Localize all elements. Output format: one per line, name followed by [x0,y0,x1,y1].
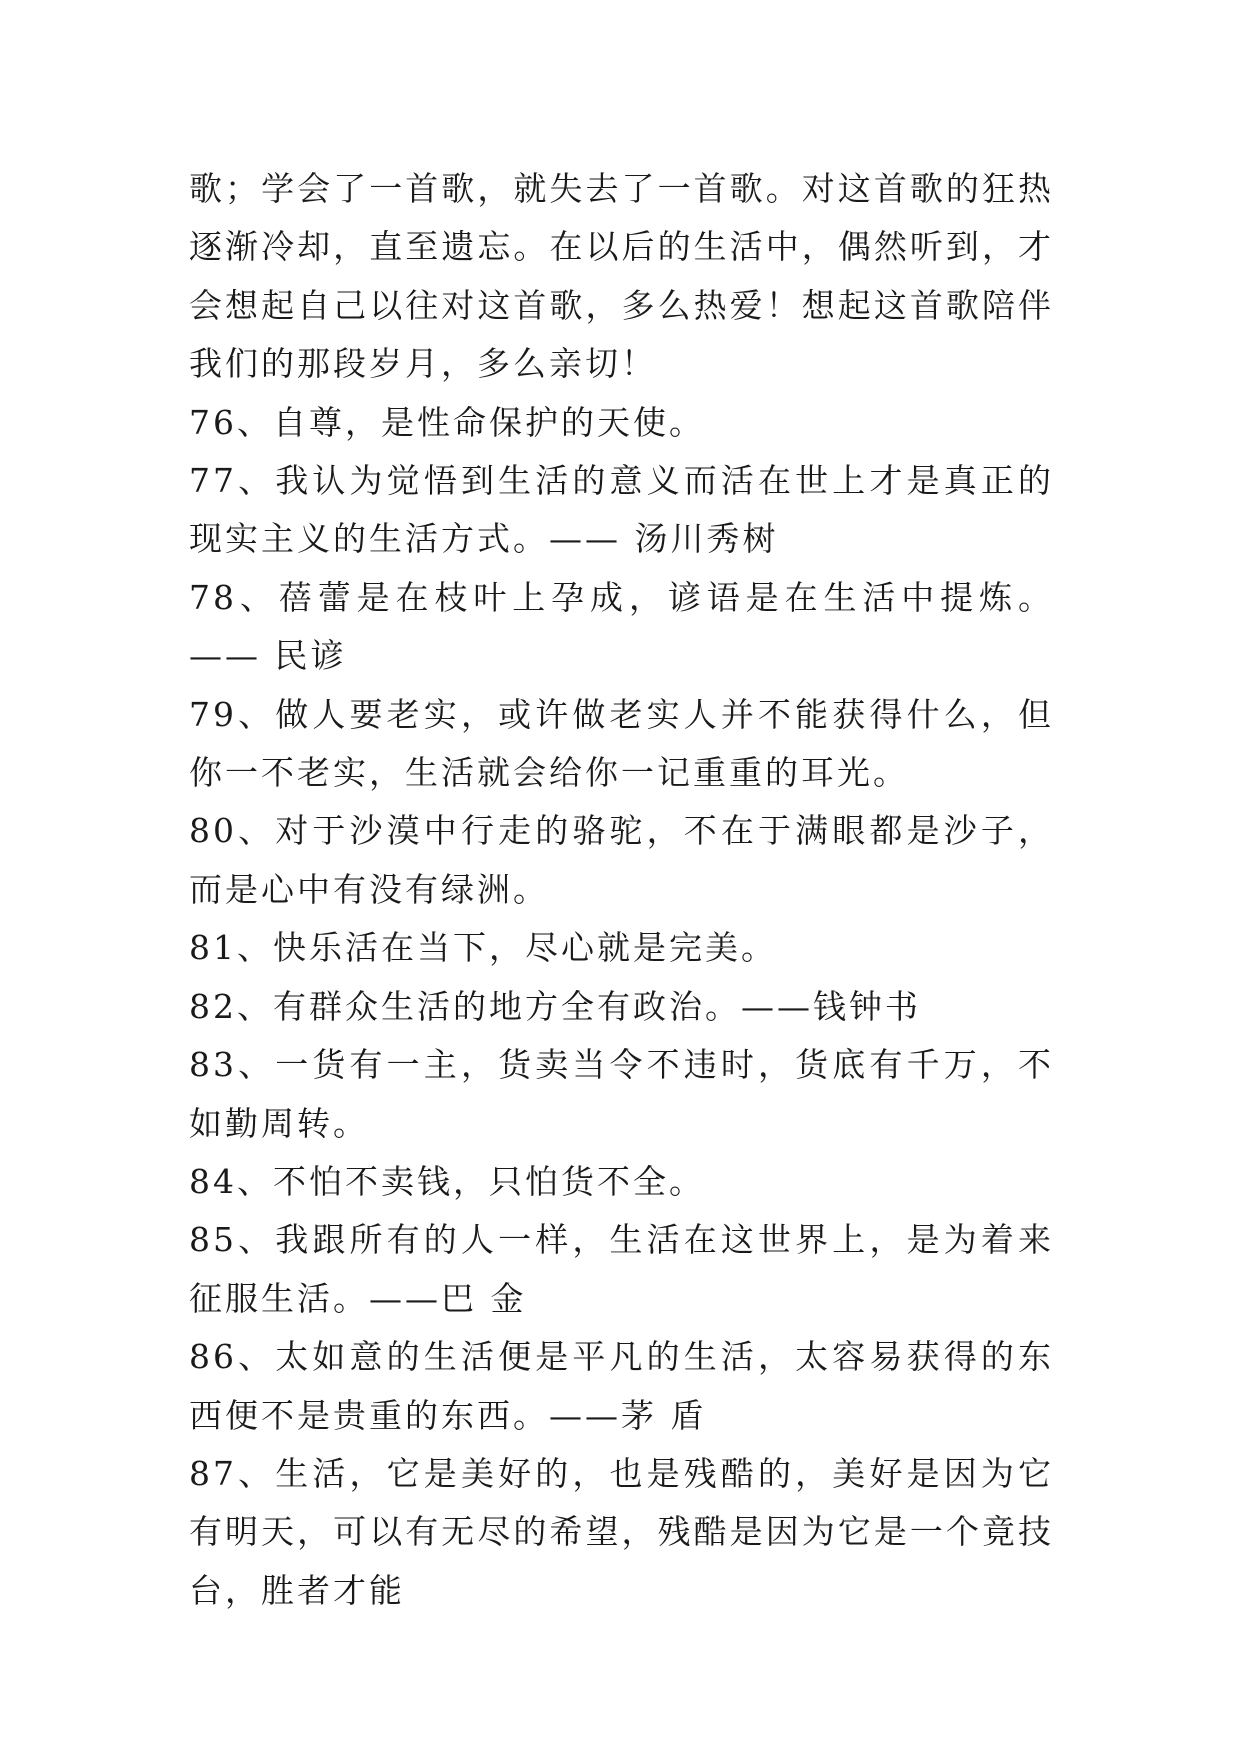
document-body [189,160,1054,1620]
quote-86: 86、太如意的生活便是平凡的生活，太容易获得的东西便不是贵重的东西。——茅 盾 [189,1337,1054,1435]
quote-79: 79、做人要老实，或许做老实人并不能获得什么，但你一不老实，生活就会给你一记重重的耳光。 [189,694,1054,793]
quote-81: 81、快乐活在当下，尽心就是完美。 [189,928,777,968]
quote-80: 80、对于沙漠中行走的骆驼，不在于满眼都是沙子，而是心中有没有绿洲。 [189,811,1054,909]
quote-82: 82、有群众生活的地方全有政治。——钱钟书 [189,986,921,1026]
quote-76: 76、自尊，是性命保护的天使。 [189,402,705,442]
quote-84: 84、不怕不卖钱，只怕货不全。 [189,1161,705,1201]
quote-78: 78、蓓蕾是在枝叶上孕成，谚语是在生活中提炼。—— 民谚 [189,577,1054,676]
quote-83: 83、一货有一主，货卖当令不违时，货底有千万，不如勤周转。 [189,1045,1054,1143]
quote-77: 77、我认为觉悟到生活的意义而活在世上才是真正的现实主义的生活方式。—— 汤川秀树 [189,461,1054,559]
quote-87: 87、生活，它是美好的，也是残酷的，美好是因为它有明天，可以有无尽的希望，残酷是因为它是一个竟技台，胜者才能 [189,1453,1054,1610]
paragraph-continued: 歌；学会了一首歌，就失去了一首歌。对这首歌的狂热逐渐冷却，直至遗忘。在以后的生活中，偶然听到，才会想起自己以往对这首歌，多么热爱！想起这首歌陪伴我们的那段岁月，多么亲切！ [189,169,1054,384]
quote-85: 85、我跟所有的人一样，生活在这世界上，是为着来征服生活。——巴 金 [189,1220,1054,1318]
